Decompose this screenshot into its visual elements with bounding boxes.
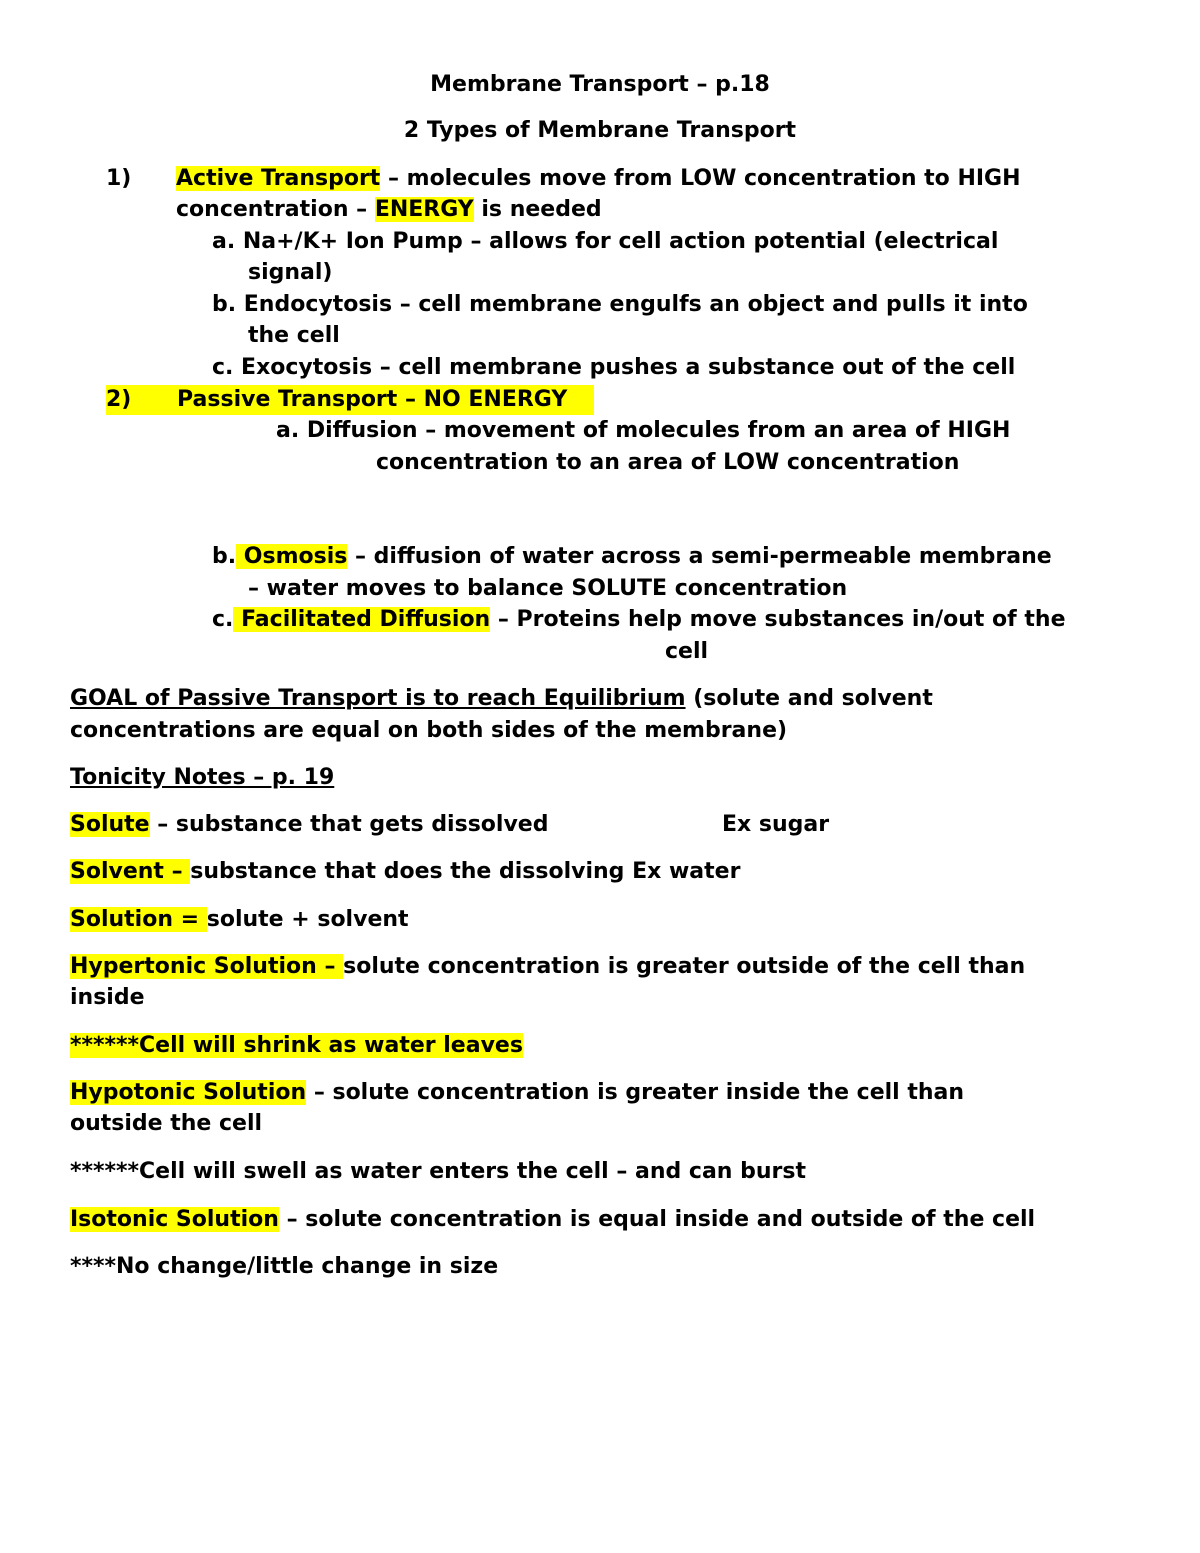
item1-line1: Active Transport – molecules move from LOW concentration to HIGH bbox=[176, 166, 1021, 191]
solvent-definition: Solvent – substance that does the dissolving Ex water bbox=[70, 859, 741, 884]
isotonic-term: Isotonic Solution bbox=[70, 1207, 279, 1232]
page-subtitle: 2 Types of Membrane Transport bbox=[403, 118, 797, 143]
item2-sub-c: c. Facilitated Diffusion – Proteins help move substances in/out of the bbox=[212, 607, 1066, 632]
solute-definition: Solute – substance that gets dissolved bbox=[70, 812, 549, 837]
item2-highlight: 2) Passive Transport – NO ENERGY bbox=[106, 385, 594, 415]
hypotonic-definition: Hypotonic Solution – solute concentration is greater inside the cell than bbox=[70, 1080, 965, 1105]
facilitated-diffusion-term: Facilitated Diffusion bbox=[233, 607, 491, 632]
osmosis-term: Osmosis bbox=[236, 544, 348, 569]
solute-term: Solute bbox=[70, 812, 150, 837]
isotonic-definition: Isotonic Solution – solute concentration is equal inside and outside of the cell bbox=[70, 1207, 1036, 1232]
hypertonic-definition-cont: inside bbox=[70, 985, 145, 1010]
hypertonic-definition: Hypertonic Solution – solute concentration is greater outside of the cell than bbox=[70, 954, 1026, 979]
item1-sub-a: a. Na+/K+ Ion Pump – allows for cell action potential (electrical bbox=[212, 229, 999, 254]
item2-sub-a: a. Diffusion – movement of molecules from an area of HIGH bbox=[276, 418, 1011, 443]
goal-line2: concentrations are equal on both sides of the membrane) bbox=[70, 718, 788, 743]
hypertonic-term: Hypertonic Solution – bbox=[70, 954, 344, 979]
solute-example: Ex sugar bbox=[722, 812, 830, 837]
item1-line2: concentration – ENERGY is needed bbox=[176, 197, 602, 222]
solution-definition: Solution = solute + solvent bbox=[70, 907, 409, 932]
hypotonic-note: ******Cell will swell as water enters the cell – and can burst bbox=[70, 1159, 806, 1184]
item2-sub-c-cont: cell bbox=[665, 639, 709, 664]
tonicity-heading: Tonicity Notes – p. 19 bbox=[70, 765, 335, 790]
item2-line bbox=[106, 385, 594, 415]
item1-sub-b: b. Endocytosis – cell membrane engulfs an object and pulls it into bbox=[212, 292, 1028, 317]
solvent-term: Solvent – bbox=[70, 859, 191, 884]
passive-transport-term: Passive Transport – NO ENERGY bbox=[177, 387, 568, 412]
item2-sub-a-cont: concentration to an area of LOW concentration bbox=[376, 450, 960, 475]
isotonic-note: ****No change/little change in size bbox=[70, 1254, 499, 1279]
item1-number: 1) bbox=[106, 166, 132, 191]
energy-term: ENERGY bbox=[374, 197, 474, 222]
page-title: Membrane Transport – p.18 bbox=[430, 72, 770, 97]
hypertonic-note: ******Cell will shrink as water leaves bbox=[70, 1033, 523, 1058]
item1-sub-b-cont: the cell bbox=[248, 323, 340, 348]
item1-sub-c: c. Exocytosis – cell membrane pushes a substance out of the cell bbox=[212, 355, 1016, 380]
item2-sub-b-cont: – water moves to balance SOLUTE concentration bbox=[248, 576, 848, 601]
solution-term: Solution = bbox=[70, 907, 207, 932]
goal-heading: GOAL of Passive Transport is to reach Equilibrium bbox=[70, 686, 686, 711]
hypotonic-term: Hypotonic Solution bbox=[70, 1080, 307, 1105]
goal-line1: GOAL of Passive Transport is to reach Equilibrium (solute and solvent bbox=[70, 686, 933, 711]
item1-sub-a-cont: signal) bbox=[248, 260, 333, 285]
item2-sub-b: b. Osmosis – diffusion of water across a semi-permeable membrane bbox=[212, 544, 1052, 569]
hypotonic-definition-cont: outside the cell bbox=[70, 1111, 263, 1136]
active-transport-term: Active Transport bbox=[176, 166, 381, 191]
